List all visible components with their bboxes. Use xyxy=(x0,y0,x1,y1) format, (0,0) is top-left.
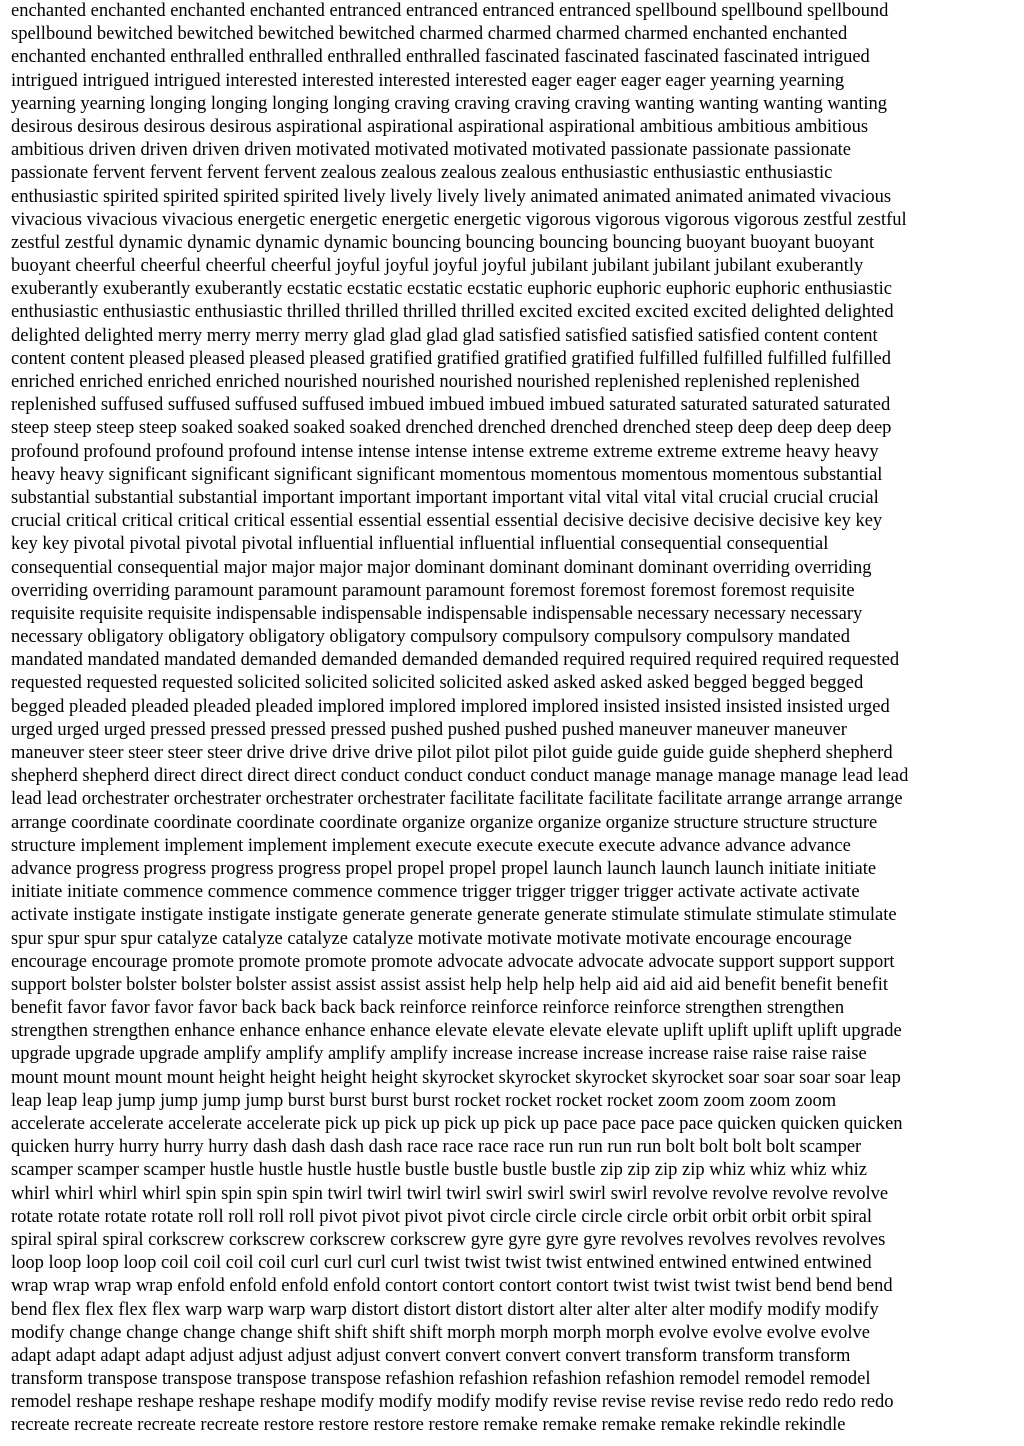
text-line: structure implement implement implement implement execute execute execute execute advance advance advance xyxy=(11,835,851,856)
text-line: buoyant cheerful cheerful cheerful cheerful joyful joyful joyful joyful jubilant jubilant jubilant jubilant exuberantly xyxy=(11,256,864,277)
text-line: bend flex flex flex flex warp warp warp warp distort distort distort distort alter alter alter alter modify modify modify xyxy=(11,1299,879,1320)
text-line: exuberantly exuberantly exuberantly ecstatic ecstatic ecstatic ecstatic euphoric euphoric euphoric euphoric enthusiastic xyxy=(11,279,892,300)
text-line: strengthen strengthen enhance enhance enhance enhance elevate elevate elevate elevate uplift uplift uplift uplift upgrade xyxy=(11,1021,902,1042)
text-line: requested requested requested solicited solicited solicited solicited asked asked asked asked begged begged begged xyxy=(11,673,864,694)
text-line: zestful zestful dynamic dynamic dynamic dynamic bouncing bouncing bouncing bouncing buoyant buoyant buoyant xyxy=(11,232,875,253)
text-line: shepherd shepherd direct direct direct direct conduct conduct conduct conduct manage manage manage manage lead lead xyxy=(11,766,909,787)
text-line: yearning yearning longing longing longing longing craving craving craving craving wanting wanting wanting wanting xyxy=(11,93,887,114)
text-line: vivacious vivacious vivacious energetic energetic energetic energetic vigorous vigorous vigorous vigorous zestful zestful xyxy=(11,209,907,230)
text-line: intrigued intrigued intrigued interested interested interested interested eager eager eager eager yearning yearning xyxy=(11,70,845,91)
text-line: support bolster bolster bolster bolster assist assist assist assist help help help help aid aid aid aid benefit benefit benefit xyxy=(11,974,889,995)
text-line: profound profound profound profound intense intense intense intense extreme extreme extreme extreme heavy heavy xyxy=(11,441,879,462)
text-line: enchanted enchanted enthralled enthralled enthralled enthralled fascinated fascinated fascinated fascinated intrigued xyxy=(11,47,870,68)
text-line: content content pleased pleased pleased pleased gratified gratified gratified gratified fulfilled fulfilled fulfilled fulfilled xyxy=(11,348,891,369)
text-line: mount mount mount mount height height height height skyrocket skyrocket skyrocket skyrocket soar soar soar soar leap xyxy=(11,1067,901,1088)
text-line: passionate fervent fervent fervent fervent zealous zealous zealous zealous enthusiastic enthusiastic enthusiastic xyxy=(11,163,833,184)
text-line: overriding overriding paramount paramount paramount paramount foremost foremost foremost foremost requisite xyxy=(11,580,855,601)
text-line: advance progress progress progress progress propel propel propel propel launch launch launch launch initiate initiate xyxy=(11,858,877,879)
text-line: enthusiastic spirited spirited spirited spirited lively lively lively lively animated animated animated animated vivacious xyxy=(11,186,892,207)
text-line: heavy heavy significant significant significant significant momentous momentous momentous momentous substantial xyxy=(11,464,883,485)
text-line: adapt adapt adapt adapt adjust adjust adjust adjust convert convert convert convert transform transform transform xyxy=(11,1345,851,1366)
text-line: necessary obligatory obligatory obligatory obligatory compulsory compulsory compulsory compulsory mandated xyxy=(11,627,851,648)
text-line: arrange coordinate coordinate coordinate coordinate organize organize organize organize structure structure structure xyxy=(11,812,878,833)
text-line: begged pleaded pleaded pleaded pleaded implored implored implored implored insisted insisted insisted insisted urged xyxy=(11,696,890,717)
text-line: enriched enriched enriched enriched nourished nourished nourished nourished replenished replenished replenished xyxy=(11,372,860,392)
text-line: lead lead orchestrater orchestrater orchestrater orchestrater facilitate facilitate facilitate facilitate arrange arrange arrange xyxy=(11,789,903,810)
text-line: modify change change change change shift shift shift shift morph morph morph morph evolve evolve evolve evolve xyxy=(11,1322,870,1343)
text-line: upgrade upgrade upgrade amplify amplify amplify amplify increase increase increase increase raise raise raise raise xyxy=(11,1044,867,1065)
text-line: requisite requisite requisite indispensable indispensable indispensable indispensable necessary necessary necessary xyxy=(11,603,863,624)
text-line: remodel reshape reshape reshape reshape modify modify modify modify revise revise revise revise redo redo redo redo xyxy=(11,1392,894,1413)
text-line: recreate recreate recreate recreate restore restore restore restore remake remake remake remake rekindle rekindle xyxy=(11,1415,846,1436)
text-line: crucial critical critical critical critical essential essential essential essential decisive decisive decisive decisive key key xyxy=(11,511,883,532)
text-line: rotate rotate rotate rotate roll roll roll roll pivot pivot pivot pivot circle circle circle circle orbit orbit orbit orbit spiral xyxy=(11,1206,872,1227)
text-line: encourage encourage promote promote promote promote advocate advocate advocate advocate support support support xyxy=(11,951,895,972)
text-line: key key pivotal pivotal pivotal pivotal influential influential influential influential consequential consequential xyxy=(11,534,829,555)
text-line: transform transpose transpose transpose transpose refashion refashion refashion refashion remodel remodel remodel xyxy=(11,1369,871,1390)
text-line: activate instigate instigate instigate instigate generate generate generate generate stimulate stimulate stimulate stimulate xyxy=(11,905,897,926)
text-line: maneuver steer steer steer steer drive drive drive drive pilot pilot pilot pilot guide guide guide guide shepherd shepherd xyxy=(11,743,893,763)
text-line: enchanted enchanted enchanted enchanted entranced entranced entranced entranced spellbound spellbound spellbound xyxy=(11,1,889,21)
text-line: whirl whirl whirl whirl spin spin spin spin twirl twirl twirl twirl swirl swirl swirl swirl revolve revolve revolve revolve xyxy=(11,1183,889,1204)
text-line: initiate initiate commence commence commence commence trigger trigger trigger trigger activate activate activate xyxy=(11,882,860,903)
text-line: enthusiastic enthusiastic enthusiastic thrilled thrilled thrilled thrilled excited excited excited excited delighted delighted xyxy=(11,302,894,323)
text-line: delighted delighted merry merry merry merry glad glad glad glad satisfied satisfied satisfied satisfied content content xyxy=(11,325,878,346)
text-line: accelerate accelerate accelerate accelerate pick up pick up pick up pick up pace pace pace pace quicken quicken quicken xyxy=(11,1114,903,1134)
text-line: spiral spiral spiral corkscrew corkscrew corkscrew corkscrew gyre gyre gyre gyre revolves revolves revolves revolves xyxy=(11,1229,886,1250)
text-line: consequential consequential major major major major dominant dominant dominant dominant overriding overriding xyxy=(11,557,872,578)
text-line: spur spur spur spur catalyze catalyze catalyze catalyze motivate motivate motivate motivate encourage encourage xyxy=(11,928,852,949)
text-line: substantial substantial substantial important important important important vital vital vital vital crucial crucial crucial xyxy=(11,487,879,508)
text-line: leap leap leap jump jump jump jump burst burst burst burst rocket rocket rocket rocket zoom zoom zoom zoom xyxy=(11,1090,837,1111)
text-line: quicken hurry hurry hurry hurry dash dash dash dash race race race race run run run run bolt bolt bolt bolt scamper xyxy=(11,1137,862,1158)
text-line: benefit favor favor favor favor back back back back reinforce reinforce reinforce reinforce strengthen strengthen xyxy=(11,998,845,1019)
text-line: spellbound bewitched bewitched bewitched bewitched charmed charmed charmed charmed enchanted enchanted xyxy=(11,24,848,45)
text-line: scamper scamper scamper hustle hustle hustle hustle bustle bustle bustle bustle zip zip zip zip whiz whiz whiz whiz xyxy=(11,1160,867,1181)
text-line: loop loop loop loop coil coil coil coil curl curl curl curl twist twist twist twist entwined entwined entwined entwined xyxy=(11,1253,872,1274)
text-line: urged urged urged pressed pressed pressed pressed pushed pushed pushed pushed maneuver maneuver maneuver xyxy=(11,719,847,740)
text-line: steep steep steep steep soaked soaked soaked soaked drenched drenched drenched drenched steep deep deep deep deep xyxy=(11,418,892,439)
document-page xyxy=(11,0,1019,1446)
text-line: desirous desirous desirous desirous aspirational aspirational aspirational aspirational ambitious ambitious ambitious xyxy=(11,116,869,137)
text-line: mandated mandated mandated demanded demanded demanded demanded required required required required requested xyxy=(11,650,900,671)
text-line: wrap wrap wrap wrap enfold enfold enfold enfold contort contort contort contort twist twist twist twist bend bend bend xyxy=(11,1276,893,1297)
text-line: replenished suffused suffused suffused suffused imbued imbued imbued imbued saturated saturated saturated saturated xyxy=(11,395,891,416)
text-line: ambitious driven driven driven driven motivated motivated motivated motivated passionate passionate passionate xyxy=(11,140,852,161)
